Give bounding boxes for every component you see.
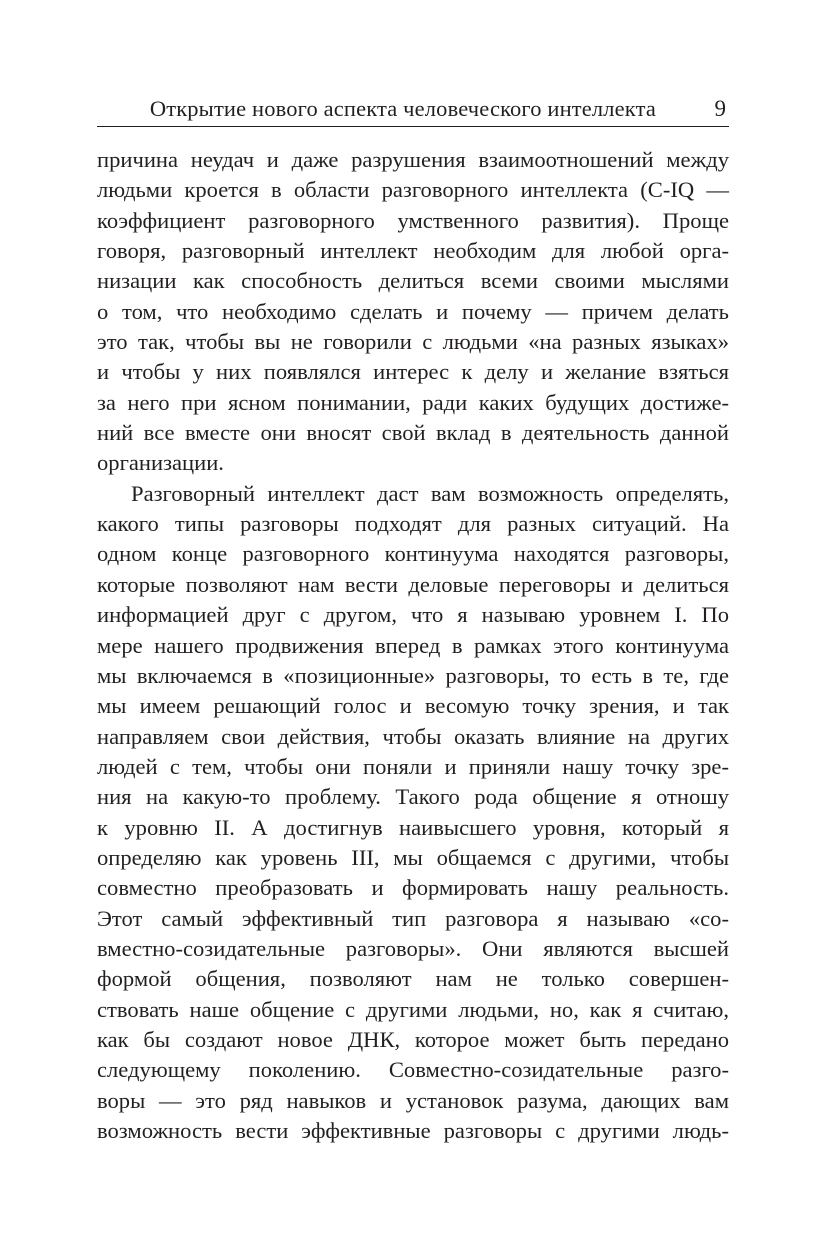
text-line: людей с тем, чтобы они поняли и приняли нашу точку зре- <box>97 753 729 779</box>
text-line: какого типы разговоры подходят для разных ситуаций. На <box>97 511 729 537</box>
text-line: мы включаемся в «позиционные» разговоры, то есть в те, где <box>97 662 729 688</box>
paragraph-conversational-intelligence <box>97 479 729 1147</box>
text-line: мы имеем решающий голос и весомую точку зрения, и так <box>97 693 729 719</box>
text-line: информацией друг с другом, что я называю уровнем I. По <box>97 602 729 628</box>
text-line: как бы создают новое ДНК, которое может быть передано <box>97 1026 729 1052</box>
text-line: следующему поколению. Совместно-созидательные разго- <box>97 1057 729 1083</box>
text-line: говоря, разговорный интеллект необходим для любой орга- <box>97 238 729 264</box>
text-line: определяю как уровень III, мы общаемся с другими, чтобы <box>97 844 729 870</box>
page-number: 9 <box>714 96 726 121</box>
text-line: мере нашего продвижения вперед в рамках этого континуума <box>97 632 729 658</box>
text-line: причина неудач и даже разрушения взаимоотношений между <box>97 147 729 172</box>
text-line: совместно преобразовать и формировать нашу реальность. <box>97 875 729 901</box>
text-line: Разговорный интеллект даст вам возможность определять, <box>131 480 729 506</box>
text-line: воры — это ряд навыков и установок разума, дающих вам <box>97 1087 729 1113</box>
text-line: ствовать наше общение с другими людьми, но, как я считаю, <box>97 996 729 1022</box>
text-line: ний все вместе они вносят свой вклад в деятельность данной <box>97 420 729 446</box>
text-line: ния на какую-то проблему. Такого рода общение я отношу <box>97 784 729 810</box>
running-title: Открытие нового аспекта человеческого интеллекта <box>149 96 656 121</box>
text-line: возможность вести эффективные разговоры с другими людь- <box>97 1118 729 1143</box>
text-line: вместно-созидательные разговоры». Они являются высшей <box>97 935 729 961</box>
text-line: Этот самый эффективный тип разговора я называю «со- <box>97 905 729 931</box>
text-line: людьми кроется в области разговорного интеллекта (C-IQ — <box>97 177 729 203</box>
body-text <box>97 145 729 1146</box>
text-line: организации. <box>97 450 224 476</box>
text-line: одном конце разговорного континуума находятся разговоры, <box>97 541 729 567</box>
text-line: коэффициент разговорного умственного развития). Проще <box>97 207 729 233</box>
text-line: которые позволяют нам вести деловые переговоры и делиться <box>97 571 729 597</box>
paragraph-continuation <box>97 145 729 479</box>
text-line: направляем свои действия, чтобы оказать влияние на других <box>97 723 729 749</box>
text-line: низации как способность делиться всеми своими мыслями <box>97 268 729 294</box>
running-header <box>97 86 729 127</box>
text-line: к уровню II. А достигнув наивысшего уровня, который я <box>97 814 729 840</box>
text-line: за него при ясном понимании, ради каких будущих достиже- <box>97 389 729 415</box>
text-line: о том, что необходимо сделать и почему — причем делать <box>97 298 729 324</box>
text-line: формой общения, позволяют нам не только совершен- <box>97 966 729 992</box>
text-line: это так, чтобы вы не говорили с людьми «на разных языках» <box>97 329 729 355</box>
text-line: и чтобы у них появлялся интерес к делу и желание взяться <box>97 359 729 385</box>
